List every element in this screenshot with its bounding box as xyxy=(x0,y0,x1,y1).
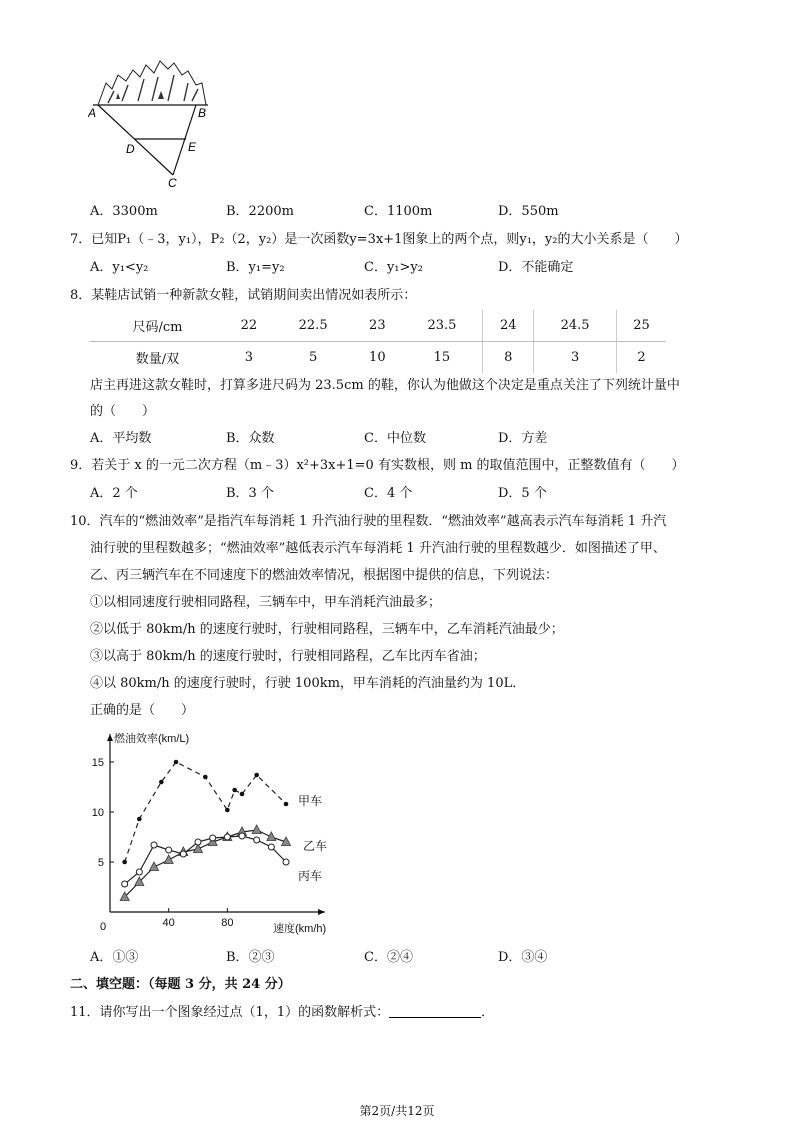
label-d: D xyxy=(126,142,135,156)
data-point xyxy=(239,833,245,839)
table-row xyxy=(90,342,666,374)
section2-heading: 二、填空题：（每题 3 分，共 24 分） xyxy=(70,977,291,992)
label-a: A xyxy=(88,106,97,120)
q6-figure xyxy=(88,55,218,190)
table-cell: 15 xyxy=(433,350,451,365)
q7-option-c[interactable]: C．y₁>y₂ xyxy=(364,260,423,275)
fuel-efficiency-chart xyxy=(85,725,355,940)
y-axis-arrow xyxy=(107,734,113,741)
data-point xyxy=(268,844,274,850)
x-axis-label: 速度(km/h) xyxy=(273,923,327,935)
data-point xyxy=(150,862,159,871)
table-row xyxy=(90,310,666,342)
x-axis-arrow xyxy=(318,909,325,915)
data-point xyxy=(164,855,173,864)
data-point xyxy=(210,835,216,841)
q10-option-b[interactable]: B．②③ xyxy=(226,950,275,965)
origin-label: 0 xyxy=(100,921,107,933)
q10-statement-4: ④以 80km/h 的速度行驶时，行驶 100km，甲车消耗的汽油量约为 10L． xyxy=(90,676,526,691)
data-point xyxy=(159,780,164,785)
data-point xyxy=(122,860,127,865)
q8-text3: 的（ ） xyxy=(90,404,156,419)
data-point xyxy=(283,859,289,865)
q6-option-d[interactable]: D．550m xyxy=(498,204,559,219)
q10-line1: 10．汽车的“燃油效率”是指汽车每消耗 1 升汽油行驶的里程数．“燃油效率”越高表示汽车每消耗 1 升汽 xyxy=(70,514,667,529)
q9-option-d[interactable]: D．5 个 xyxy=(498,486,547,501)
data-point xyxy=(225,808,230,813)
table-cell: 3 xyxy=(244,350,254,365)
data-point xyxy=(151,842,157,848)
q10-statement-2: ②以低于 80km/h 的速度行驶时，行驶相同路程，三辆车中，乙车消耗汽油最少； xyxy=(90,622,564,637)
q9-option-c[interactable]: C．4 个 xyxy=(364,486,413,501)
y-axis-label: 燃油效率(km/L) xyxy=(114,733,190,745)
table-cell: 2 xyxy=(617,342,666,374)
q10-line2: 油行驶的里程数越多；“燃油效率”越低表示汽车每消耗 1 升汽油行驶的里程数越少．如图描述了甲、 xyxy=(90,541,666,556)
y-tick-label: 5 xyxy=(97,857,104,869)
table-cell: 10 xyxy=(369,350,386,365)
x-tick-label: 80 xyxy=(221,917,234,929)
table-cell: 5 xyxy=(308,350,318,365)
q6-option-a[interactable]: A．3300m xyxy=(90,204,158,219)
table-cell: 3 xyxy=(534,342,617,374)
q9-text: 9．若关于 x 的一元二次方程（m﹣3）x²+3x+1=0 有实数根，则 m 的取值范围中，正整数值有（ ） xyxy=(70,458,685,473)
table-cell: 22.5 xyxy=(273,310,353,342)
legend-label: 乙车 xyxy=(303,839,328,853)
x-tick-label: 40 xyxy=(162,917,175,929)
table-cell: 23.5 xyxy=(401,310,483,342)
table-cell: 23 xyxy=(353,310,401,342)
data-point xyxy=(122,881,128,887)
page-footer: 第2页/共12页 xyxy=(359,1104,435,1118)
data-point xyxy=(284,802,289,807)
q7-option-d[interactable]: D．不能确定 xyxy=(498,260,574,275)
q11-question: 11．请你写出一个图象经过点（1，1）的函数解析式： xyxy=(70,1005,390,1020)
data-point xyxy=(232,788,237,793)
series-line-2 xyxy=(125,836,286,884)
data-point xyxy=(137,817,142,822)
label-c: C xyxy=(168,176,177,190)
data-point xyxy=(203,775,208,780)
q8-option-a[interactable]: A．平均数 xyxy=(90,431,152,446)
q8-option-d[interactable]: D．方差 xyxy=(498,431,548,446)
data-point xyxy=(136,869,142,875)
legend-label: 甲车 xyxy=(298,794,323,808)
q6-option-c[interactable]: C．1100m xyxy=(364,204,433,219)
label-e: E xyxy=(188,140,197,154)
q11-end: ． xyxy=(481,1005,495,1020)
q10-statement-1: ①以相同速度行驶相同路程，三辆车中，甲车消耗汽油最多； xyxy=(90,595,442,610)
q10-line3: 乙、丙三辆汽车在不同速度下的燃油效率情况，根据图中提供的信息，下列说法： xyxy=(90,568,559,583)
q10-option-c[interactable]: C．②④ xyxy=(364,950,413,965)
q11-text xyxy=(70,1001,494,1020)
q10-option-d[interactable]: D．③④ xyxy=(498,950,548,965)
table-cell: 25 xyxy=(617,310,666,342)
q9-option-a[interactable]: A．2 个 xyxy=(90,486,138,501)
q8-table xyxy=(90,310,666,373)
data-point xyxy=(174,760,179,765)
label-b: B xyxy=(198,106,207,120)
data-point xyxy=(224,834,230,840)
data-point xyxy=(252,825,261,834)
y-tick-label: 10 xyxy=(91,807,104,819)
q7-text: 7．已知P₁（﹣3，y₁），P₂（2，y₂）是一次函数y=3x+1图象上的两个点，则y₁，y₂的大小关系是（ ） xyxy=(70,232,688,247)
q10-option-a[interactable]: A．①③ xyxy=(90,950,139,965)
q8-text2: 店主再进这款女鞋时，打算多进尺码为 23.5cm 的鞋，你认为他做这个决定是重点关注了下列统计量中 xyxy=(90,378,680,393)
table-header-count: 数量/双 xyxy=(135,352,180,367)
q7-option-a[interactable]: A．y₁<y₂ xyxy=(90,260,149,275)
data-point xyxy=(166,847,172,853)
q10-statement-3: ③以高于 80km/h 的速度行驶时，行驶相同路程，乙车比丙车省油； xyxy=(90,649,486,664)
q6-option-b[interactable]: B．2200m xyxy=(226,204,294,219)
table-cell: 8 xyxy=(483,342,534,374)
data-point xyxy=(180,851,186,857)
data-point xyxy=(254,837,260,843)
q11-answer-blank[interactable] xyxy=(389,1005,481,1018)
q8-option-c[interactable]: C．中位数 xyxy=(364,431,426,446)
data-point xyxy=(267,832,276,841)
q10-prompt: 正确的是（ ） xyxy=(90,703,195,718)
y-tick-label: 15 xyxy=(91,757,104,769)
table-header-size: 尺码/cm xyxy=(90,310,225,342)
q8-text: 8．某鞋店试销一种新款女鞋，试销期间卖出情况如表所示： xyxy=(70,288,417,303)
table-cell: 22 xyxy=(225,310,273,342)
q9-option-b[interactable]: B．3 个 xyxy=(226,486,274,501)
legend-label: 丙车 xyxy=(298,869,323,883)
data-point xyxy=(195,839,201,845)
table-cell: 24.5 xyxy=(534,310,617,342)
data-point xyxy=(254,773,259,778)
data-point xyxy=(240,792,245,797)
q8-option-b[interactable]: B．众数 xyxy=(226,431,275,446)
table-cell: 24 xyxy=(483,310,534,342)
q7-option-b[interactable]: B．y₁=y₂ xyxy=(226,260,285,275)
